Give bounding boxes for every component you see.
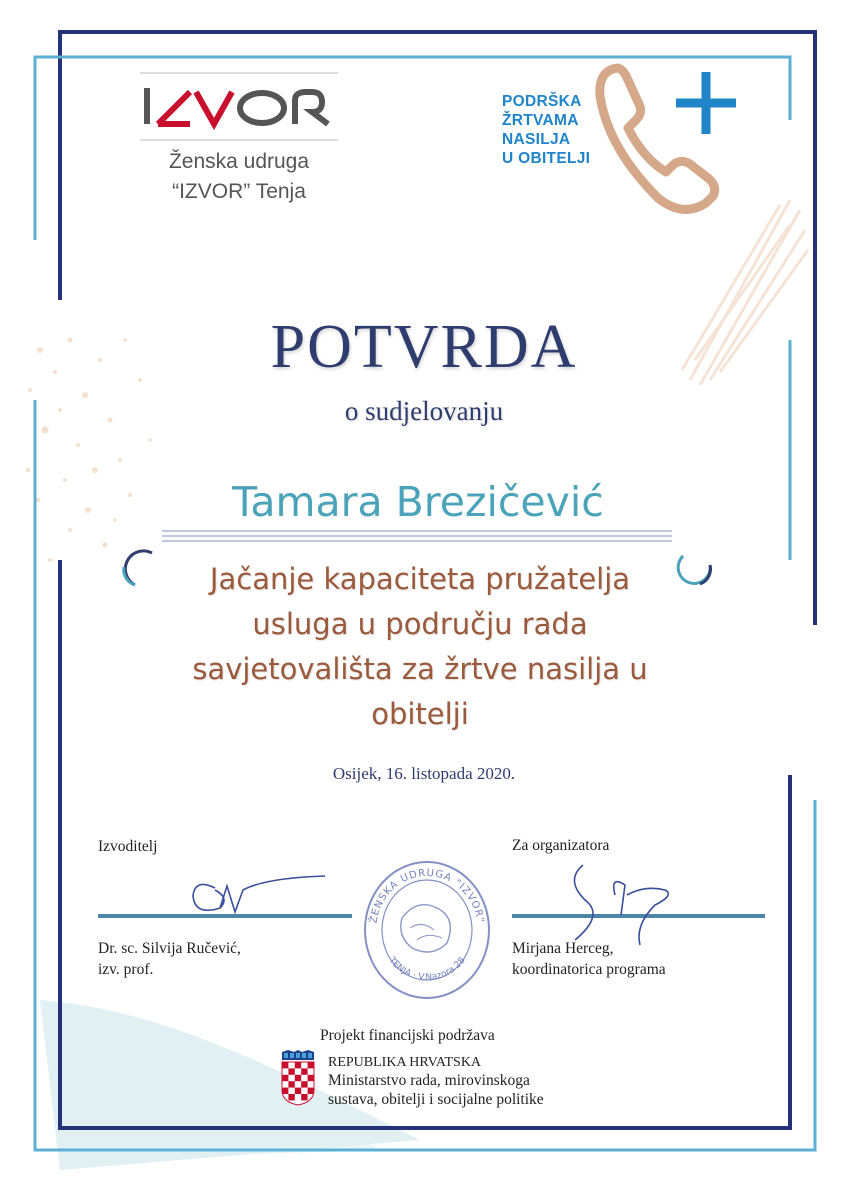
certificate-title: POTVRDA xyxy=(270,313,578,381)
funding-label: Projekt financijski podržava xyxy=(320,1027,495,1044)
helpline-line: PODRŠKA xyxy=(502,93,582,110)
helpline-line: U OBITELJI xyxy=(502,150,591,167)
signer-right-role: Za organizatora xyxy=(512,837,610,854)
signer-right-title: koordinatorica programa xyxy=(512,961,666,978)
croatia-coat-of-arms-icon xyxy=(280,1050,316,1106)
stamp-text-bottom: TENJA · V.Nazora 28 xyxy=(386,955,468,983)
program-line: obitelji xyxy=(371,697,469,731)
funding-ministry-line1: Ministarstvo rada, mirovinskoga xyxy=(328,1072,530,1089)
recipient-name: Tamara Brezičević xyxy=(232,478,604,526)
helpline-line: ŽRTVAMA xyxy=(502,112,579,129)
org-name-line1: Ženska udruga xyxy=(168,150,310,173)
program-line: usluga u području rada xyxy=(252,607,588,641)
org-name-line2: “IZVOR” Tenja xyxy=(172,180,306,203)
program-line: Jačanje kapaciteta pružatelja xyxy=(209,562,631,596)
organization-stamp xyxy=(362,858,492,1000)
signer-left-title: izv. prof. xyxy=(98,961,154,978)
signer-right-name: Mirjana Herceg, xyxy=(512,940,614,957)
certificate-subtitle: o sudjelovanju xyxy=(344,396,504,426)
funding-ministry-line2: sustava, obitelji i socijalne politike xyxy=(328,1091,544,1108)
certificate-date: Osijek, 16. listopada 2020. xyxy=(332,764,516,783)
program-title xyxy=(140,557,700,737)
helpline-line: NASILJA xyxy=(502,131,571,148)
phone-plus-icon xyxy=(588,58,743,218)
program-line: savjetovališta za žrtve nasilja u xyxy=(192,652,648,686)
name-divider xyxy=(162,531,672,541)
signer-left-name: Dr. sc. Silvija Ručević, xyxy=(98,940,241,957)
funding-country: REPUBLIKA HRVATSKA xyxy=(328,1055,482,1070)
signer-left-role: Izvoditelj xyxy=(98,838,158,855)
izvor-logo xyxy=(138,70,340,144)
helpline-logo-text xyxy=(502,92,590,168)
signature-left xyxy=(175,868,335,928)
svg-text:TENJA · V.Nazora 28 xyxy=(386,955,468,983)
stamp-text-top: ŽENSKA UDRUGA "IZVOR" xyxy=(368,867,486,925)
